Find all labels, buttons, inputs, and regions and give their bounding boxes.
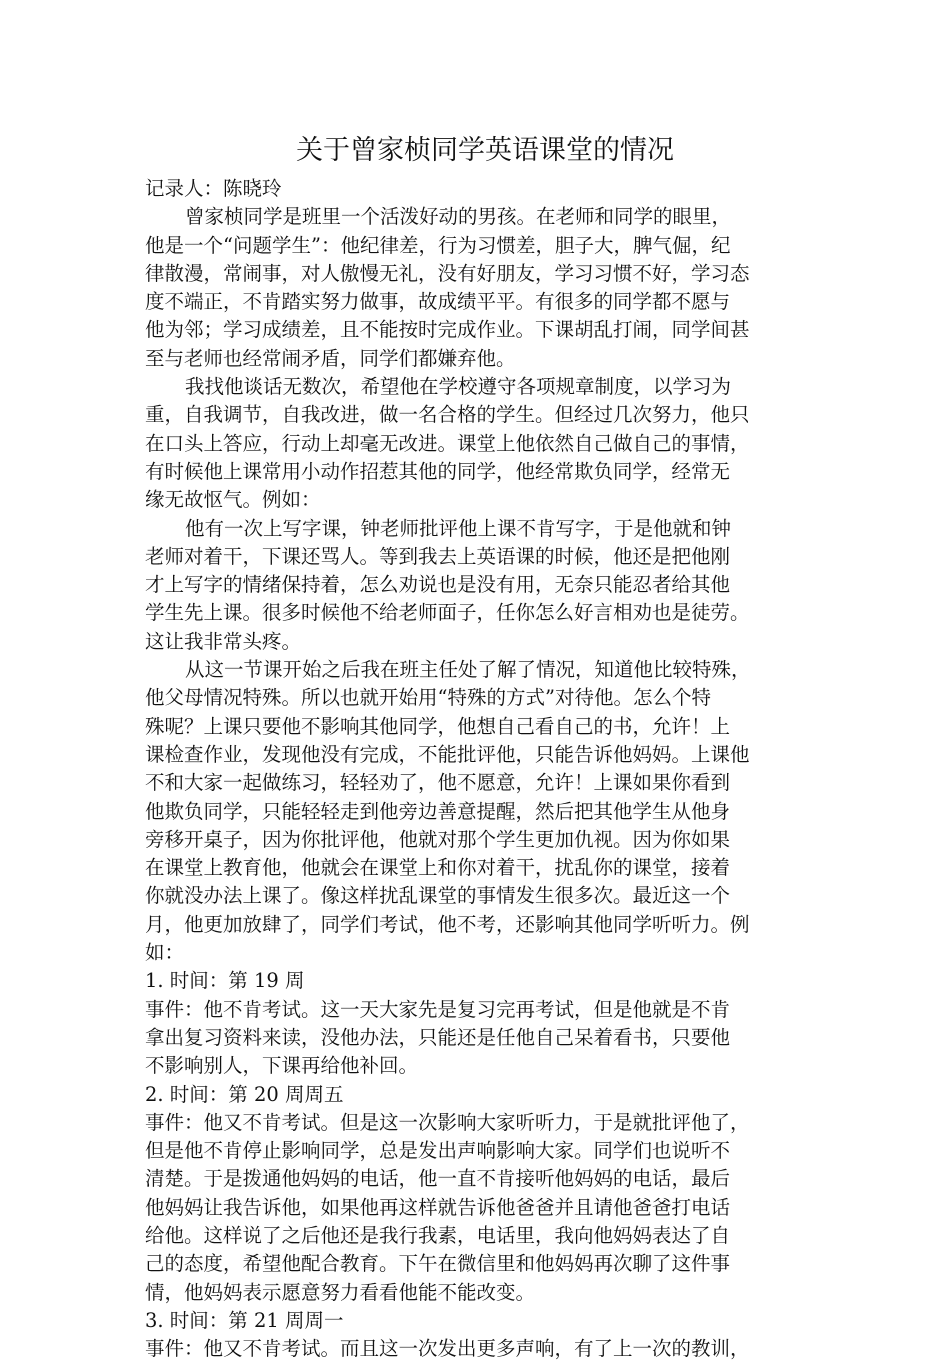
text-line: 月，他更加放肆了，同学们考试，他不考，还影响其他同学听听力。例 xyxy=(145,912,750,936)
text-line: 他有一次上写字课，钟老师批评他上课不肯写字，于是他就和钟 xyxy=(185,516,732,540)
text-line: 缘无故怄气。例如： xyxy=(145,488,321,512)
text-line: 不和大家一起做练习，轻轻劝了，他不愿意，允许！上课如果你看到 xyxy=(145,771,731,795)
text-line: 3. 时间：第 21 周周一 xyxy=(145,1308,344,1332)
text-line: 不影响别人，下课再给他补回。 xyxy=(145,1054,419,1078)
text-line: 旁移开桌子，因为你批评他，他就对那个学生更加仇视。因为你如果 xyxy=(145,827,731,851)
text-line: 才上写字的情绪保持着，怎么劝说也是没有用，无奈只能忍者给其他 xyxy=(145,573,731,597)
text-line: 给他。这样说了之后他还是我行我素，电话里，我向他妈妈表达了自 xyxy=(145,1223,731,1247)
text-line: 1. 时间：第 19 周 xyxy=(145,969,305,993)
text-line: 度不端正，不肯踏实努力做事，故成绩平平。有很多的同学都不愿与 xyxy=(145,290,731,314)
text-line: 他妈妈让我告诉他，如果他再这样就告诉他爸爸并且请他爸爸打电话 xyxy=(145,1195,731,1219)
text-line: 殊呢？上课只要他不影响其他同学，他想自己看自己的书，允许！上 xyxy=(145,714,731,738)
text-line: 在课堂上教育他，他就会在课堂上和你对着干，扰乱你的课堂，接着 xyxy=(145,856,731,880)
text-line: 事件：他又不肯考试。但是这一次影响大家听听力，于是就批评他了， xyxy=(145,1110,750,1134)
text-line: 记录人：陈晓玲 xyxy=(145,177,282,200)
text-line: 他是一个“问题学生”：他纪律差，行为习惯差，胆子大，脾气倔，纪 xyxy=(145,233,731,257)
text-line: 律散漫，常闹事，对人傲慢无礼，没有好朋友，学习习惯不好，学习态 xyxy=(145,261,750,285)
text-line: 事件：他不肯考试。这一天大家先是复习完再考试，但是他就是不肯 xyxy=(145,997,731,1021)
text-line: 这让我非常头疼。 xyxy=(145,629,302,653)
document-body xyxy=(145,175,825,1363)
text-line: 事件：他又不肯考试。而且这一次发出更多声响，有了上一次的教训， xyxy=(145,1337,750,1361)
text-line: 曾家桢同学是班里一个活泼好动的男孩。在老师和同学的眼里， xyxy=(185,205,732,229)
text-line: 他为邻；学习成绩差，且不能按时完成作业。下课胡乱打闹，同学间甚 xyxy=(145,318,750,342)
text-line: 课检查作业，发现他没有完成，不能批评他，只能告诉他妈妈。上课他 xyxy=(145,742,750,766)
text-line: 情，他妈妈表示愿意努力看看他能不能改变。 xyxy=(145,1280,536,1304)
text-line: 如： xyxy=(145,941,185,965)
text-line: 己的态度，希望他配合教育。下午在微信里和他妈妈再次聊了这件事 xyxy=(145,1252,731,1276)
text-line: 从这一节课开始之后我在班主任处了解了情况，知道他比较特殊， xyxy=(185,658,751,682)
text-line: 拿出复习资料来读，没他办法，只能还是任他自己呆着看书，只要他 xyxy=(145,1025,731,1049)
text-line: 2. 时间：第 20 周周五 xyxy=(145,1082,344,1106)
text-line: 清楚。于是拨通他妈妈的电话，他一直不肯接听他妈妈的电话，最后 xyxy=(145,1167,731,1191)
text-line: 老师对着干，下课还骂人。等到我去上英语课的时候，他还是把他刚 xyxy=(145,544,731,568)
text-line: 学生先上课。很多时候他不给老师面子，任你怎么好言相劝也是徒劳。 xyxy=(145,601,750,625)
text-line: 他父母情况特殊。所以也就开始用“特殊的方式”对待他。怎么个特 xyxy=(145,686,711,710)
text-line: 我找他谈话无数次，希望他在学校遵守各项规章制度，以学习为 xyxy=(185,375,732,399)
text-line: 在口头上答应，行动上却毫无改进。课堂上他依然自己做自己的事情， xyxy=(145,431,750,455)
document-page xyxy=(145,131,825,1363)
text-line: 重，自我调节，自我改进，做一名合格的学生。但经过几次努力，他只 xyxy=(145,403,750,427)
document-title: 关于曾家桢同学英语课堂的情况 xyxy=(296,135,674,166)
text-line: 但是他不肯停止影响同学，总是发出声响影响大家。同学们也说听不 xyxy=(145,1139,731,1163)
text-line: 至与老师也经常闹矛盾，同学们都嫌弃他。 xyxy=(145,346,516,370)
text-line: 你就没办法上课了。像这样扰乱课堂的事情发生很多次。最近这一个 xyxy=(145,884,731,908)
text-line: 他欺负同学，只能轻轻走到他旁边善意提醒，然后把其他学生从他身 xyxy=(145,799,731,823)
text-line: 有时候他上课常用小动作招惹其他的同学，他经常欺负同学，经常无 xyxy=(145,459,731,483)
